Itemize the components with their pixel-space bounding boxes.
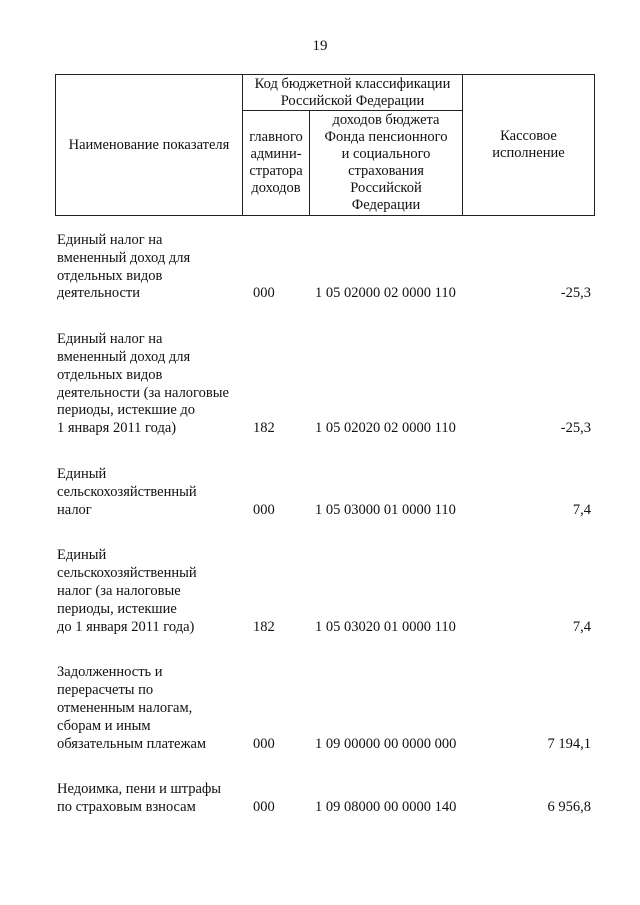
indicator-name-header xyxy=(56,75,242,215)
name-line: периоды, истекшие xyxy=(57,600,177,617)
table-row xyxy=(57,232,593,303)
chief-admin-header xyxy=(243,111,309,215)
budget-code-line-1: Код бюджетной классификации xyxy=(254,75,451,92)
name-line: до 1 января 2011 года) xyxy=(57,618,195,635)
indicator-name xyxy=(57,331,247,438)
admin-code: 000 xyxy=(253,799,275,816)
name-line: вмененный доход для xyxy=(57,249,191,266)
budget-code-line-2: Российской Федерации xyxy=(280,92,425,109)
admin-code: 182 xyxy=(253,420,275,437)
admin-code: 000 xyxy=(253,285,275,302)
name-line: отдельных видов xyxy=(57,267,163,284)
name-line: Единый xyxy=(57,547,107,564)
cash-amount: 7 194,1 xyxy=(547,735,591,752)
revenue-code: 1 05 02000 02 0000 110 xyxy=(315,285,456,302)
cash-amount: -25,3 xyxy=(560,285,591,302)
name-line: отдельных видов xyxy=(57,366,163,383)
revenue-code: 1 05 02020 02 0000 110 xyxy=(315,420,456,437)
name-line: Единый налог на xyxy=(57,331,163,348)
cash-execution-line-1: Кассовое xyxy=(500,128,557,144)
chief-admin-line-4: доходов xyxy=(251,180,301,196)
name-line: налог xyxy=(57,501,92,518)
name-line: 1 января 2011 года) xyxy=(57,420,177,437)
page-number: 19 xyxy=(312,38,328,54)
admin-code: 182 xyxy=(253,618,275,635)
name-line: деятельности (за налоговые xyxy=(57,384,229,401)
name-line: Единый xyxy=(57,465,107,482)
table-row xyxy=(57,331,593,438)
indicator-name xyxy=(57,232,247,303)
revenue-code-line-2: Фонда пенсионного xyxy=(324,129,448,145)
name-line: Единый налог на xyxy=(57,232,163,248)
name-line: Задолженность и xyxy=(57,664,163,681)
revenue-code: 1 09 08000 00 0000 140 xyxy=(315,799,457,816)
indicator-name xyxy=(57,547,247,636)
table-row xyxy=(57,781,593,817)
indicator-name xyxy=(57,466,247,519)
chief-admin-line-3: стратора xyxy=(249,163,303,179)
budget-code-group-header xyxy=(243,75,462,110)
name-line: Недоимка, пени и штрафы xyxy=(57,781,222,798)
table-row xyxy=(57,664,593,753)
revenue-code-line-3: и социального xyxy=(341,146,431,162)
cash-amount: 7,4 xyxy=(572,501,591,518)
revenue-code: 1 05 03000 01 0000 110 xyxy=(315,501,456,518)
table-body xyxy=(57,232,593,845)
revenue-code: 1 05 03020 01 0000 110 xyxy=(315,618,456,635)
name-line: по страховым взносам xyxy=(57,799,196,816)
name-line: налог (за налоговые xyxy=(57,582,181,599)
cash-execution-header xyxy=(463,75,594,215)
admin-code: 000 xyxy=(253,735,275,752)
cash-execution-line-2: исполнение xyxy=(492,145,565,161)
indicator-name-label: Наименование показателя xyxy=(68,136,230,153)
cash-amount: -25,3 xyxy=(560,420,591,437)
chief-admin-line-1: главного xyxy=(249,129,303,145)
revenue-code-line-6: Федерации xyxy=(351,197,421,213)
admin-code: 000 xyxy=(253,501,275,518)
name-line: обязательным платежам xyxy=(57,735,207,752)
table-header xyxy=(55,74,595,216)
name-line: перерасчеты по xyxy=(57,682,154,699)
cash-amount: 7,4 xyxy=(572,618,591,635)
revenue-code-line-5: Российской xyxy=(350,180,422,196)
table-row xyxy=(57,547,593,636)
indicator-name xyxy=(57,664,247,753)
name-line: сельскохозяйственный xyxy=(57,565,197,582)
name-line: деятельности xyxy=(57,285,141,302)
indicator-name xyxy=(57,781,247,817)
name-line: сборам и иным xyxy=(57,717,151,734)
chief-admin-line-2: админи- xyxy=(250,146,302,162)
revenue-code-header xyxy=(310,111,462,215)
cash-amount: 6 956,8 xyxy=(547,799,591,816)
table-row xyxy=(57,466,593,519)
name-line: сельскохозяйственный xyxy=(57,483,197,500)
name-line: периоды, истекшие до xyxy=(57,402,196,419)
name-line: вмененный доход для xyxy=(57,348,191,365)
revenue-code-line-1: доходов бюджета xyxy=(332,112,440,128)
name-line: отмененным налогам, xyxy=(57,699,193,716)
revenue-code: 1 09 00000 00 0000 000 xyxy=(315,735,457,752)
revenue-code-line-4: страхования xyxy=(348,163,424,179)
